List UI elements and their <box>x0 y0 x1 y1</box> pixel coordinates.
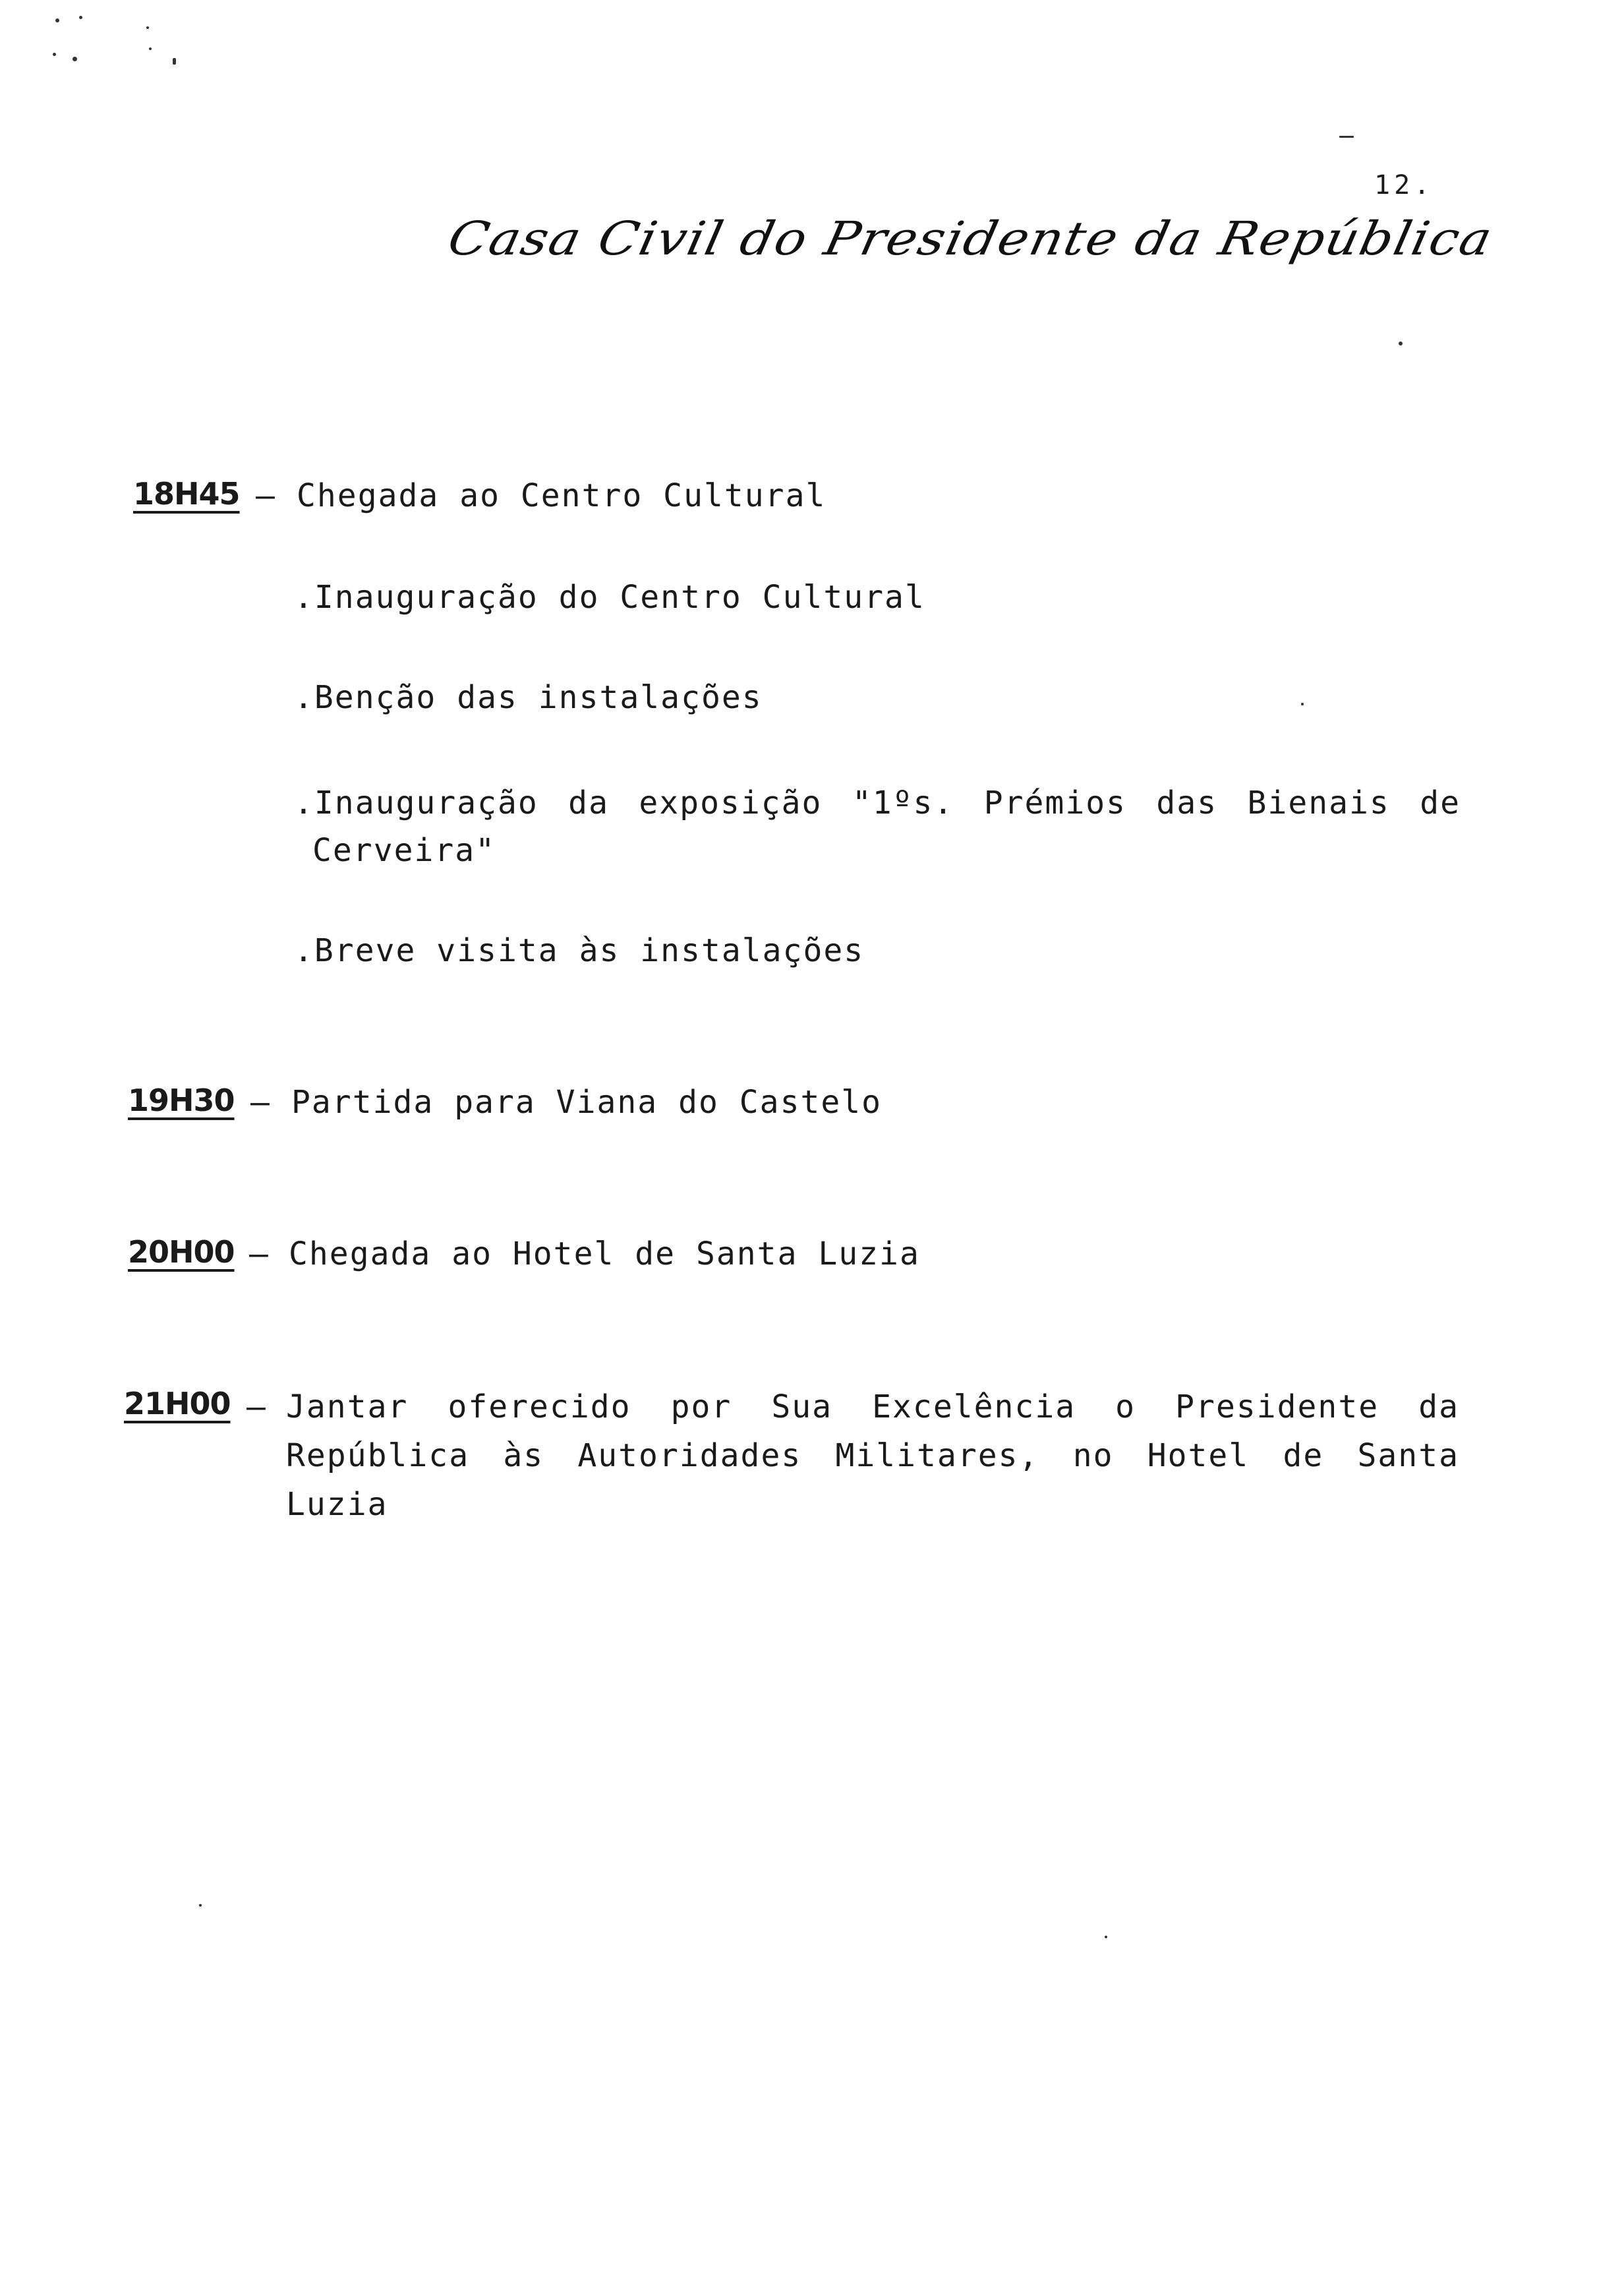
scan-speck <box>79 16 82 19</box>
letterhead-title: Casa Civil do Presidente da República <box>443 212 1498 266</box>
schedule-time: 19H30 <box>128 1083 235 1118</box>
scan-speck <box>146 26 149 29</box>
page-number: 12. <box>1374 170 1434 200</box>
schedule-text: República às Autoridades Militares, no Hotel de Santa <box>286 1437 1459 1474</box>
schedule-text: Chegada ao Hotel de Santa Luzia <box>289 1235 920 1272</box>
scan-mark <box>1339 136 1354 138</box>
schedule-dash: – <box>249 1235 268 1272</box>
schedule-subitem-continuation: Cerveira" <box>312 832 496 869</box>
schedule-text: Partida para Viana do Castelo <box>291 1084 883 1121</box>
schedule-dash: – <box>256 477 275 514</box>
scan-speck <box>1105 1936 1107 1938</box>
scan-speck <box>55 18 59 22</box>
schedule-dash: – <box>246 1388 266 1425</box>
schedule-text: Jantar oferecido por Sua Excelência o Presidente da <box>286 1388 1459 1425</box>
scan-speck <box>199 1904 202 1907</box>
scan-speck <box>53 53 56 56</box>
schedule-subitem: .Inauguração da exposição "1ºs. Prémios das Bienais de <box>294 785 1461 821</box>
schedule-subitem: .Benção das instalações <box>294 679 763 716</box>
schedule-subitem: .Breve visita às instalações <box>294 932 865 969</box>
scan-speck <box>173 58 176 65</box>
scan-speck <box>1301 703 1304 705</box>
schedule-dash: – <box>250 1084 270 1121</box>
scan-speck <box>72 57 77 61</box>
schedule-time: 20H00 <box>128 1234 235 1270</box>
schedule-time: 18H45 <box>133 476 240 512</box>
schedule-subitem: .Inauguração do Centro Cultural <box>294 579 925 616</box>
schedule-text: Luzia <box>286 1486 388 1523</box>
schedule-time: 21H00 <box>124 1386 231 1421</box>
scan-speck <box>149 47 152 50</box>
scan-speck <box>1399 342 1403 345</box>
schedule-text: Chegada ao Centro Cultural <box>297 477 826 514</box>
